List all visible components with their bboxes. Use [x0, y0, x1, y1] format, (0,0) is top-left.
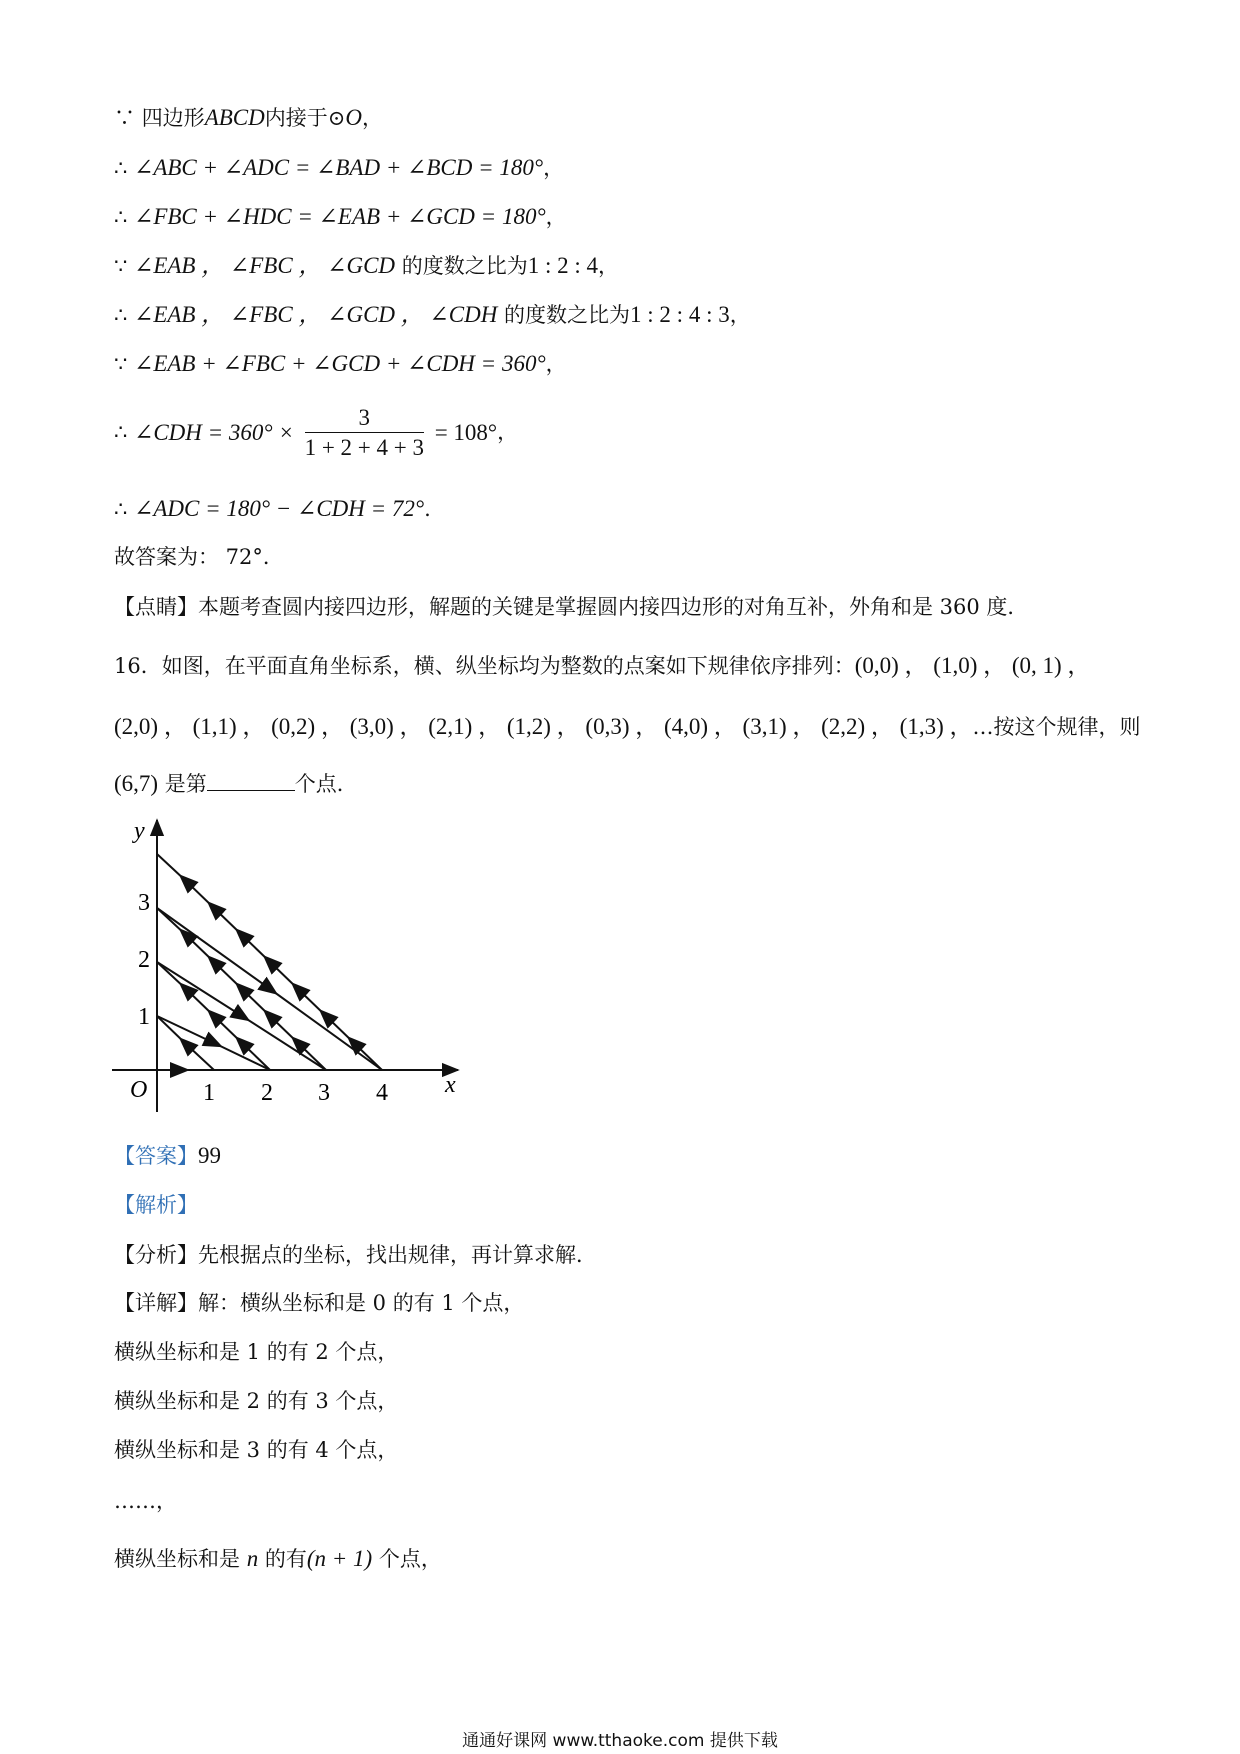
analysis-tag: 【解析】: [114, 1193, 198, 1217]
fenxi-text: 先根据点的坐标，找出规律，再计算求解．: [198, 1243, 597, 1267]
solution-line: 横纵坐标和是 2 的有 3 个点，: [114, 1389, 399, 1413]
punct: ，: [545, 352, 567, 376]
path-segment: [157, 854, 382, 1070]
ellipsis-line: ……，: [114, 1489, 177, 1513]
equation: ∠ABC + ∠ADC = ∠BAD + ∠BCD = 180°: [134, 155, 544, 180]
fraction-numerator: 3: [305, 406, 424, 433]
therefore-symbol: ∴: [114, 156, 128, 180]
lattice-path-figure: [100, 812, 480, 1122]
y-tick-label: 2: [138, 947, 150, 973]
punct: ，: [598, 254, 619, 278]
path-segment: [157, 908, 326, 1070]
punct: ，: [543, 156, 565, 180]
path-segment: [157, 1016, 214, 1070]
fenxi-tag: 【分析】: [114, 1243, 198, 1267]
target-point: (6,7): [114, 771, 159, 796]
path-segment: [157, 962, 270, 1070]
proof-line-1: [114, 106, 383, 129]
angles: ∠EAB ， ∠FBC ， ∠GCD: [134, 253, 396, 278]
x-tick-label: 4: [376, 1080, 388, 1106]
solution-line: 横纵坐标和是 3 的有 4 个点，: [114, 1438, 399, 1462]
comment-line: [114, 597, 1028, 618]
comment-tag: 【点睛】: [114, 595, 198, 619]
question-16-line-2: [114, 715, 1141, 738]
punct: ，: [545, 205, 567, 229]
therefore-symbol: ∴: [114, 497, 128, 521]
solution-line: 横纵坐标和是 1 的有 2 个点，: [114, 1340, 399, 1364]
point-list: (2,0) ， (1,1) ， (0,2) ， (3,0) ， (2,1) ， (1,2) ， (0,3) ， (4,0) ， (3,1) ， (2,2) ， (1,3) ，: [114, 714, 973, 739]
because-symbol: ∵: [114, 352, 128, 376]
point-list: (0,0) ， (1,0) ， (0, 1) ，: [854, 653, 1091, 678]
quad-name: ABCD: [204, 105, 265, 130]
text: 的度数之比为: [504, 303, 631, 327]
y-tick-label: 3: [138, 890, 150, 916]
because-symbol: ∵: [114, 254, 128, 278]
origin-label: O: [130, 1077, 148, 1103]
ratio: 1 : 2 : 4 : 3: [630, 302, 730, 327]
punct: ，: [361, 106, 383, 130]
angles: ∠EAB ， ∠FBC ， ∠GCD ， ∠CDH: [134, 302, 498, 327]
y-axis-label: y: [134, 818, 145, 844]
question-text: 16．如图，在平面直角坐标系，横、纵坐标均为整数的点案如下规律依序排列：: [114, 654, 855, 678]
xiangjie-tag: 【详解】: [114, 1291, 198, 1315]
equation-rhs: = 108°: [434, 420, 498, 445]
text: 的度数之比为: [401, 254, 528, 278]
expression: (n + 1): [306, 1546, 373, 1571]
x-tick-label: 2: [261, 1080, 273, 1106]
answer-section: [114, 1144, 221, 1167]
punct: ，: [729, 303, 751, 327]
xiangjie-line: [114, 1293, 524, 1314]
answer-blank[interactable]: [207, 770, 295, 791]
proof-line-2: [114, 156, 564, 179]
equation: ∠FBC + ∠HDC = ∠EAB + ∠GCD = 180°: [134, 204, 546, 229]
therefore-symbol: ∴: [114, 420, 128, 444]
therefore-symbol: ∴: [114, 303, 128, 327]
question-text: 个点．: [294, 772, 358, 796]
answer-line: 故答案为： 72°．: [114, 545, 284, 569]
x-tick-label: 3: [318, 1080, 330, 1106]
answer-tag: 【答案】: [114, 1144, 198, 1168]
proof-line-4: [114, 254, 619, 277]
punct: .: [424, 497, 431, 521]
proof-line-5: [114, 303, 751, 326]
comment-text: 本题考查圆内接四边形，解题的关键是掌握圆内接四边形的对角互补，外角和是 360 度．: [198, 595, 1029, 619]
question-text: 是第: [164, 772, 207, 796]
therefore-symbol: ∴: [114, 205, 128, 229]
path-segment: [157, 908, 382, 1070]
proof-line-3: [114, 205, 567, 228]
text: 横纵坐标和是: [114, 1547, 240, 1571]
because-symbol: ∵: [114, 106, 135, 130]
equation-lhs: ∠CDH = 360° ×: [134, 420, 294, 445]
path-segment: [157, 962, 326, 1070]
text: 内接于: [264, 106, 328, 130]
proof-line-6: [114, 352, 567, 375]
proof-line-8: [114, 497, 431, 520]
equation: ∠EAB + ∠FBC + ∠GCD + ∠CDH = 360°: [134, 351, 546, 376]
text: 的有: [264, 1547, 307, 1571]
answer-value: 99: [198, 1143, 221, 1168]
x-axis-label: x: [445, 1072, 456, 1098]
x-tick-label: 1: [203, 1080, 215, 1106]
fenxi-line: [114, 1245, 597, 1266]
text: 个点，: [378, 1547, 442, 1571]
text: 四边形: [141, 106, 205, 130]
page-footer: 通通好课网 www.tthaoke.com 提供下载: [462, 1731, 778, 1751]
question-text: …按这个规律，则: [972, 715, 1141, 739]
proof-line-7: [114, 406, 518, 459]
fraction-denominator: 1 + 2 + 4 + 3: [304, 435, 424, 460]
fraction: [305, 406, 424, 459]
equation: ∠ADC = 180° − ∠CDH = 72°: [134, 496, 425, 521]
ratio: 1 : 2 : 4: [527, 253, 598, 278]
variable-n: n: [246, 1546, 259, 1571]
circle-name: O: [345, 105, 362, 130]
question-16-line-3: [114, 770, 358, 795]
punct: ，: [497, 420, 519, 444]
circle-symbol: ⊙: [327, 106, 346, 130]
solution-line-general: [114, 1547, 442, 1570]
question-16-line-1: [114, 654, 1090, 677]
y-tick-label: 1: [138, 1004, 150, 1030]
xiangjie-text: 解：横纵坐标和是 0 的有 1 个点，: [198, 1291, 525, 1315]
